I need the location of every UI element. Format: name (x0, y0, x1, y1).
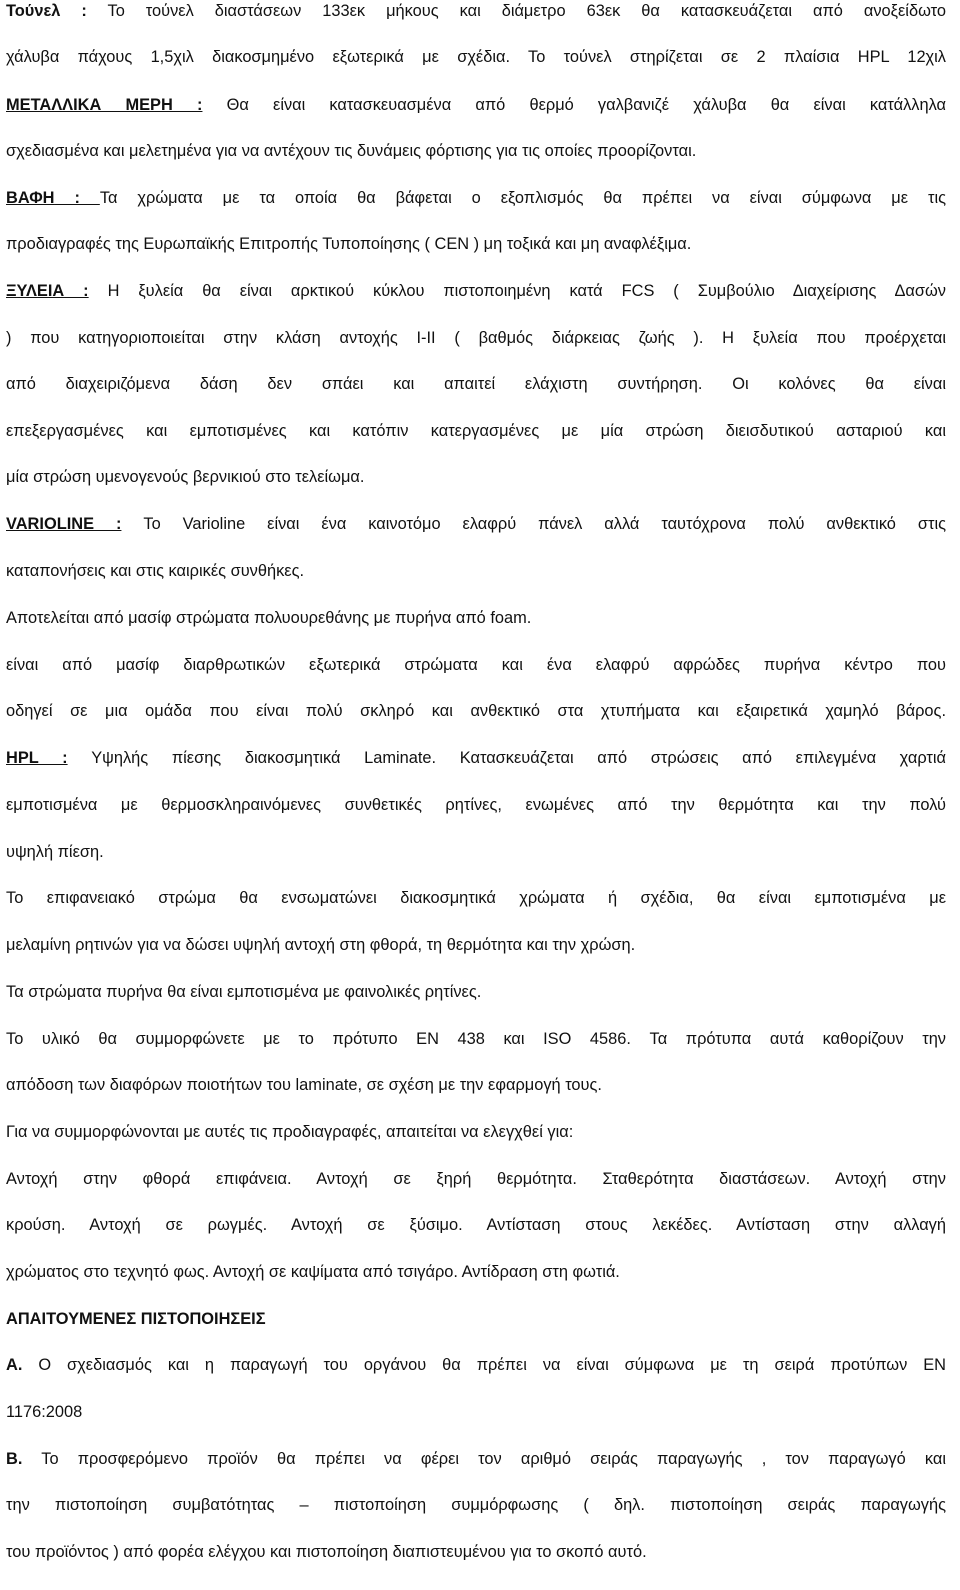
metal-text-1: Θα είναι κατασκευασμένα από θερμό γαλβανιζέ χάλυβα θα είναι κατάλληλα (202, 96, 946, 114)
certs-b-line-2: την πιστοποίηση συμβατότητας – πιστοποίηση συμμόρφωσης ( δηλ. πιστοποίηση σειράς παραγωγής (6, 1496, 946, 1514)
varioline-text-1: Το Varioline είναι ένα καινοτόμο ελαφρύ πάνελ αλλά ταυτόχρονα πολύ ανθεκτικό στις (121, 515, 946, 533)
tunnel-line-2: χάλυβα πάχους 1,5χιλ διακοσμημένο εξωτερικά με σχέδια. Το τούνελ στηρίζεται σε 2 πλαίσια HPL 12χιλ (6, 48, 946, 66)
paint-line-1 (6, 187, 946, 209)
hpl-line-2: εμποτισμένα με θερμοσκληραινόμενες συνθετικές ρητίνες, ενωμένες από την θερμότητα και την πολύ (6, 796, 946, 814)
certs-heading: ΑΠΑΙΤΟΥΜΕΝΕΣ ΠΙΣΤΟΠΟΙΗΣΕΙΣ (6, 1310, 266, 1328)
wood-line-4: επεξεργασμένες και εμποτισμένες και κατόπιν κατεργασμένες με μία στρώση διεισδυτικού ασταριού και (6, 422, 946, 440)
varioline-line-5: οδηγεί σε μια ομάδα που είναι πολύ σκληρό και ανθεκτικό στα χτυπήματα και εξαιρετικά χαμηλό βάρος. (6, 702, 946, 720)
certs-b-text-1: Το προσφερόμενο προϊόν θα πρέπει να φέρει τον αριθμό σειράς παραγωγής , τον παραγωγό και (22, 1450, 946, 1468)
metal-line-1 (6, 94, 946, 116)
certs-b-label: Β. (6, 1450, 23, 1468)
hpl-line-8: απόδοση των διαφόρων ποιοτήτων του laminate, σε σχέση με την εφαρμογή τους. (6, 1076, 602, 1094)
wood-line-2: ) που κατηγοριοποιείται στην κλάση αντοχής I-II ( βαθμός διάρκειας ζωής ). Η ξυλεία που προέρχεται (6, 329, 946, 347)
metal-line-2: σχεδιασμένα και μελετημένα για να αντέχουν τις δυνάμεις φόρτισης για τις οποίες προορίζονται. (6, 142, 697, 160)
tunnel-text-1: Το τούνελ διαστάσεων 133εκ μήκους και διάμετρο 63εκ θα κατασκευάζεται από ανοξείδωτο (86, 2, 946, 20)
certs-a-line-1 (6, 1354, 946, 1376)
wood-text-1: Η ξυλεία θα είναι αρκτικού κύκλου πιστοποιημένη κατά FCS ( Συμβούλιο Διαχείρισης Δασών (88, 282, 946, 300)
hpl-line-5: μελαμίνη ρητινών για να δώσει υψηλή αντοχή στη φθορά, τη θερμότητα και την χρώση. (6, 936, 636, 954)
hpl-line-6: Τα στρώματα πυρήνα θα είναι εμποτισμένα με φαινολικές ρητίνες. (6, 983, 482, 1001)
paint-line-2: προδιαγραφές της Ευρωπαϊκής Επιτροπής Τυποποίησης ( CEN ) μη τοξικά και μη αναφλέξιμα. (6, 235, 692, 253)
varioline-line-1 (6, 513, 946, 535)
varioline-line-2: καταπονήσεις και στις καιρικές συνθήκες. (6, 562, 305, 580)
hpl-line-1 (6, 747, 946, 769)
certs-b-line-3: του προϊόντος ) από φορέα ελέγχου και πιστοποίηση διαπιστευμένου για το σκοπό αυτό. (6, 1543, 647, 1561)
hpl-line-4: Το επιφανειακό στρώμα θα ενσωματώνει διακοσμητικά χρώματα ή σχέδια, θα είναι εμποτισμένα με (6, 889, 946, 907)
hpl-line-10: Αντοχή στην φθορά επιφάνεια. Αντοχή σε ξηρή θερμότητα. Σταθερότητα διαστάσεων. Αντοχή στην (6, 1170, 946, 1188)
hpl-line-12: χρώματος στο τεχνητό φως. Αντοχή σε καψίματα από τσιγάρο. Αντίδραση στη φωτιά. (6, 1263, 620, 1281)
hpl-line-3: υψηλή πίεση. (6, 843, 104, 861)
hpl-line-7: Το υλικό θα συμμορφώνετε με το πρότυπο EN 438 και ISO 4586. Τα πρότυπα αυτά καθορίζουν την (6, 1030, 946, 1048)
paint-term: ΒΑΦΗ (6, 189, 55, 207)
wood-line-1 (6, 280, 946, 302)
tunnel-term: Τούνελ : (6, 2, 87, 20)
wood-line-5: μία στρώση υμενογενούς βερνικιού στο τελείωμα. (6, 468, 365, 486)
certs-a-text-1: Ο σχεδιασμός και η παραγωγή του οργάνου θα πρέπει να είναι σύμφωνα με τη σειρά προτύπων EN (22, 1356, 946, 1374)
hpl-line-11: κρούση. Αντοχή σε ρωγμές. Αντοχή σε ξύσιμο. Αντίσταση στους λεκέδες. Αντίσταση στην αλλαγή (6, 1216, 946, 1234)
varioline-term: VARIOLINE : (6, 515, 122, 533)
certs-a-label: Α. (6, 1356, 23, 1374)
varioline-line-3: Αποτελείται από μασίφ στρώματα πολυουρεθάνης με πυρήνα από foam. (6, 609, 532, 627)
wood-term: ΞΥΛΕΙΑ : (6, 282, 89, 300)
certs-a-line-2: 1176:2008 (6, 1403, 83, 1421)
hpl-text-1a: Υψηλής πίεσης διακοσμητικά Laminate (67, 749, 432, 767)
certs-b-line-1 (6, 1448, 946, 1470)
metal-term: ΜΕΤΑΛΛΙΚΑ ΜΕΡΗ : (6, 96, 203, 114)
hpl-line-9: Για να συμμορφώνονται με αυτές τις προδιαγραφές, απαιτείται να ελεγχθεί για: (6, 1123, 574, 1141)
paint-text-1: Τα χρώματα με τα οποία θα βάφεται ο εξοπλισμός θα πρέπει να είναι σύμφωνα με τις (99, 189, 946, 207)
tunnel-line-1 (6, 0, 946, 22)
hpl-term: HPL : (6, 749, 68, 767)
varioline-line-4: είναι από μασίφ διαρθρωτικών εξωτερικά στρώματα και ένα ελαφρύ αφρώδες πυρήνα κέντρο που (6, 656, 946, 674)
wood-line-3: από διαχειριζόμενα δάση δεν σπάει και απαιτεί ελάχιστη συντήρηση. Οι κολόνες θα είναι (6, 375, 946, 393)
paint-sep: : (54, 189, 100, 207)
hpl-text-1b: . Κατασκευάζεται από στρώσεις από επιλεγμένα χαρτιά (431, 749, 947, 767)
